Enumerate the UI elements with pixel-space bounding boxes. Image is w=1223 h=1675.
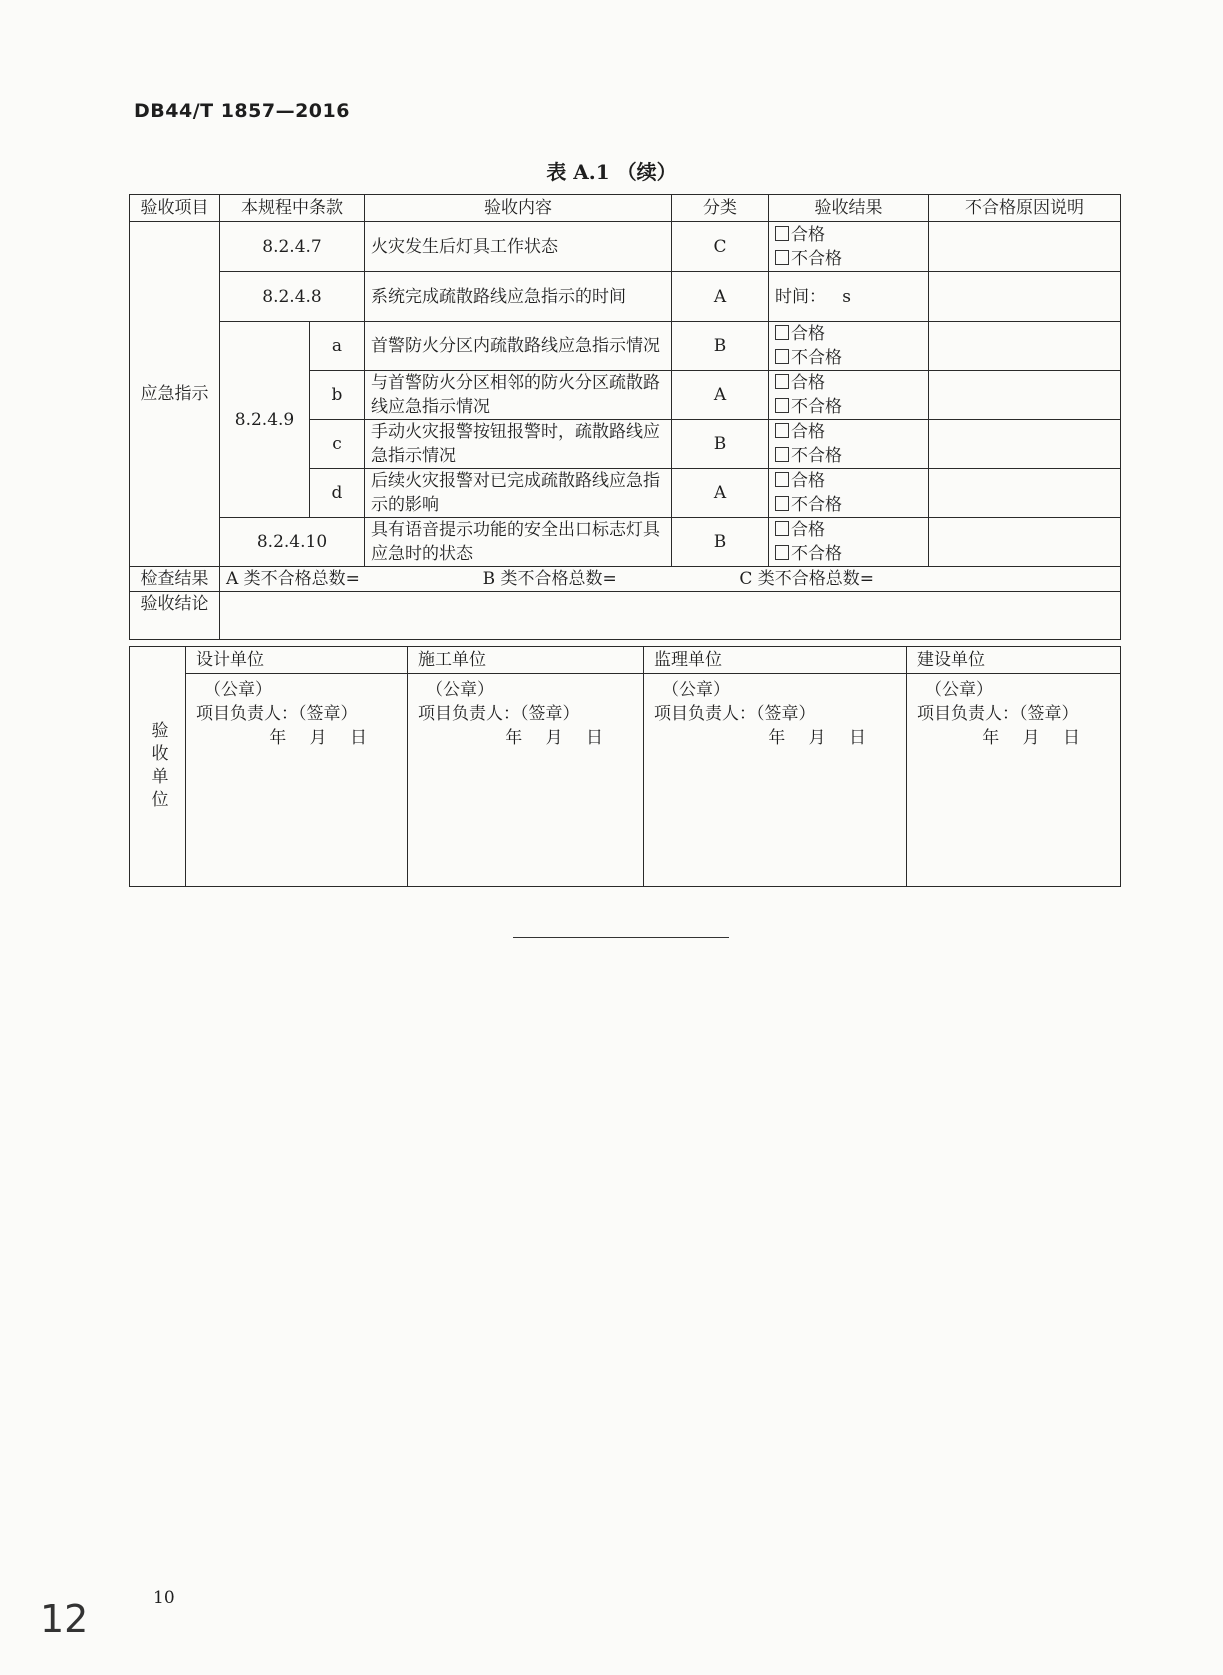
- pass-label: 合格: [791, 324, 825, 344]
- table-row: [130, 322, 1121, 371]
- fail-label: 不合格: [791, 348, 842, 368]
- fail-checkbox[interactable]: [775, 247, 922, 271]
- category-cell: C: [672, 222, 769, 272]
- result-cell: [769, 469, 929, 518]
- checkbox-icon: [775, 349, 789, 364]
- sub-item-cell: c: [310, 420, 365, 469]
- units-label-cell: [130, 647, 186, 887]
- checkbox-icon: [775, 423, 789, 438]
- unit-supervision[interactable]: [644, 647, 907, 887]
- table-title: 表 A.1 （续）: [546, 160, 677, 184]
- result-cell: [769, 222, 929, 272]
- reason-cell[interactable]: [929, 322, 1121, 371]
- end-rule: [513, 937, 729, 938]
- column-header: 验收内容: [365, 195, 672, 222]
- category-cell: B: [672, 518, 769, 567]
- content-cell: 系统完成疏散路线应急指示的时间: [365, 272, 672, 322]
- pass-checkbox[interactable]: [775, 322, 922, 346]
- a-total: A 类不合格总数=: [226, 569, 360, 589]
- table-row: [130, 222, 1121, 272]
- pass-checkbox[interactable]: [775, 469, 922, 493]
- fail-checkbox[interactable]: [775, 493, 922, 517]
- signer-label: 项目负责人：（签章）: [196, 704, 358, 724]
- unit-name: 建设单位: [907, 647, 1120, 674]
- units-label: 验收单位: [147, 720, 168, 813]
- checkbox-icon: [775, 545, 789, 560]
- conclusion-row: [130, 592, 1121, 640]
- unit-name: 设计单位: [186, 647, 407, 674]
- content-cell: 手动火灾报警按钮报警时，疏散路线应急指示情况: [365, 420, 672, 469]
- pass-label: 合格: [791, 373, 825, 393]
- unit-name: 施工单位: [408, 647, 643, 674]
- unit-owner[interactable]: [907, 647, 1121, 887]
- unit-design[interactable]: [186, 647, 408, 887]
- fail-label: 不合格: [791, 495, 842, 515]
- table-row: [130, 272, 1121, 322]
- clause-cell: 8.2.4.8: [220, 272, 365, 322]
- table-header-row: [130, 195, 1121, 222]
- fail-checkbox[interactable]: [775, 542, 922, 566]
- conclusion-cell[interactable]: [220, 592, 1121, 640]
- stamp-label: （公章）: [925, 680, 993, 700]
- reason-cell[interactable]: [929, 518, 1121, 567]
- c-total: C 类不合格总数=: [739, 569, 874, 589]
- content-cell: 首警防火分区内疏散路线应急指示情况: [365, 322, 672, 371]
- stamp-label: （公章）: [204, 680, 272, 700]
- signer-label: 项目负责人：（签章）: [654, 704, 816, 724]
- date-label: 年 月 日: [269, 728, 367, 748]
- result-cell: [769, 518, 929, 567]
- checkbox-icon: [775, 521, 789, 536]
- content-cell: 具有语音提示功能的安全出口标志灯具应急时的状态: [365, 518, 672, 567]
- result-cell: [769, 371, 929, 420]
- column-header: 验收项目: [130, 195, 220, 222]
- fail-label: 不合格: [791, 544, 842, 564]
- document-code: DB44/T 1857—2016: [134, 100, 350, 122]
- stamp-label: （公章）: [426, 680, 494, 700]
- signer-label: 项目负责人：（签章）: [418, 704, 580, 724]
- units-row: [130, 647, 1121, 887]
- category-cell: B: [672, 420, 769, 469]
- pass-checkbox[interactable]: [775, 420, 922, 444]
- checkbox-icon: [775, 250, 789, 265]
- fail-label: 不合格: [791, 248, 842, 269]
- clause-cell: 8.2.4.10: [220, 518, 365, 567]
- unit-construction[interactable]: [408, 647, 644, 887]
- checkbox-icon: [775, 226, 789, 241]
- acceptance-units-table: [129, 646, 1121, 887]
- result-cell: [769, 322, 929, 371]
- check-results-label: 检查结果: [130, 567, 220, 592]
- pass-checkbox[interactable]: [775, 518, 922, 542]
- fail-label: 不合格: [791, 397, 842, 417]
- clause-cell: 8.2.4.9: [220, 322, 310, 518]
- checkbox-icon: [775, 374, 789, 389]
- category-cell: A: [672, 469, 769, 518]
- pass-label: 合格: [791, 520, 825, 540]
- result-cell: [769, 420, 929, 469]
- category-cell: B: [672, 322, 769, 371]
- acceptance-table: [129, 194, 1121, 640]
- sub-item-cell: d: [310, 469, 365, 518]
- checkbox-icon: [775, 472, 789, 487]
- column-header: 不合格原因说明: [929, 195, 1121, 222]
- time-result-cell[interactable]: 时间： s: [769, 272, 929, 322]
- b-total: B 类不合格总数=: [482, 569, 617, 589]
- pass-label: 合格: [791, 224, 825, 245]
- pass-label: 合格: [791, 422, 825, 442]
- stamped-page-number: 12: [40, 1597, 89, 1641]
- fail-checkbox[interactable]: [775, 444, 922, 468]
- content-cell: 后续火灾报警对已完成疏散路线应急指示的影响: [365, 469, 672, 518]
- date-label: 年 月 日: [505, 728, 603, 748]
- pass-label: 合格: [791, 471, 825, 491]
- category-cell: A: [672, 272, 769, 322]
- page-number: 10: [153, 1588, 175, 1608]
- check-results-row: [130, 567, 1121, 592]
- sub-item-cell: a: [310, 322, 365, 371]
- date-label: 年 月 日: [982, 728, 1080, 748]
- reason-cell[interactable]: [929, 420, 1121, 469]
- fail-label: 不合格: [791, 446, 842, 466]
- unit-name: 监理单位: [644, 647, 906, 674]
- column-header: 本规程中条款: [220, 195, 365, 222]
- fail-checkbox[interactable]: [775, 395, 922, 419]
- reason-cell[interactable]: [929, 469, 1121, 518]
- stamp-label: （公章）: [662, 680, 730, 700]
- column-header: 分类: [672, 195, 769, 222]
- checkbox-icon: [775, 447, 789, 462]
- checkbox-icon: [775, 398, 789, 413]
- reason-cell[interactable]: [929, 371, 1121, 420]
- sub-item-cell: b: [310, 371, 365, 420]
- pass-checkbox[interactable]: [775, 371, 922, 395]
- reason-cell[interactable]: [929, 222, 1121, 272]
- column-header: 验收结果: [769, 195, 929, 222]
- section-label: 应急指示: [130, 222, 220, 567]
- check-results-cell[interactable]: [220, 567, 1121, 592]
- fail-checkbox[interactable]: [775, 346, 922, 370]
- signer-label: 项目负责人：（签章）: [917, 704, 1079, 724]
- category-cell: A: [672, 371, 769, 420]
- clause-cell: 8.2.4.7: [220, 222, 365, 272]
- content-cell: 火灾发生后灯具工作状态: [365, 222, 672, 272]
- pass-checkbox[interactable]: [775, 223, 922, 247]
- date-label: 年 月 日: [768, 728, 866, 748]
- conclusion-label: 验收结论: [130, 592, 220, 640]
- content-cell: 与首警防火分区相邻的防火分区疏散路线应急指示情况: [365, 371, 672, 420]
- checkbox-icon: [775, 325, 789, 340]
- reason-cell[interactable]: [929, 272, 1121, 322]
- checkbox-icon: [775, 496, 789, 511]
- table-row: [130, 518, 1121, 567]
